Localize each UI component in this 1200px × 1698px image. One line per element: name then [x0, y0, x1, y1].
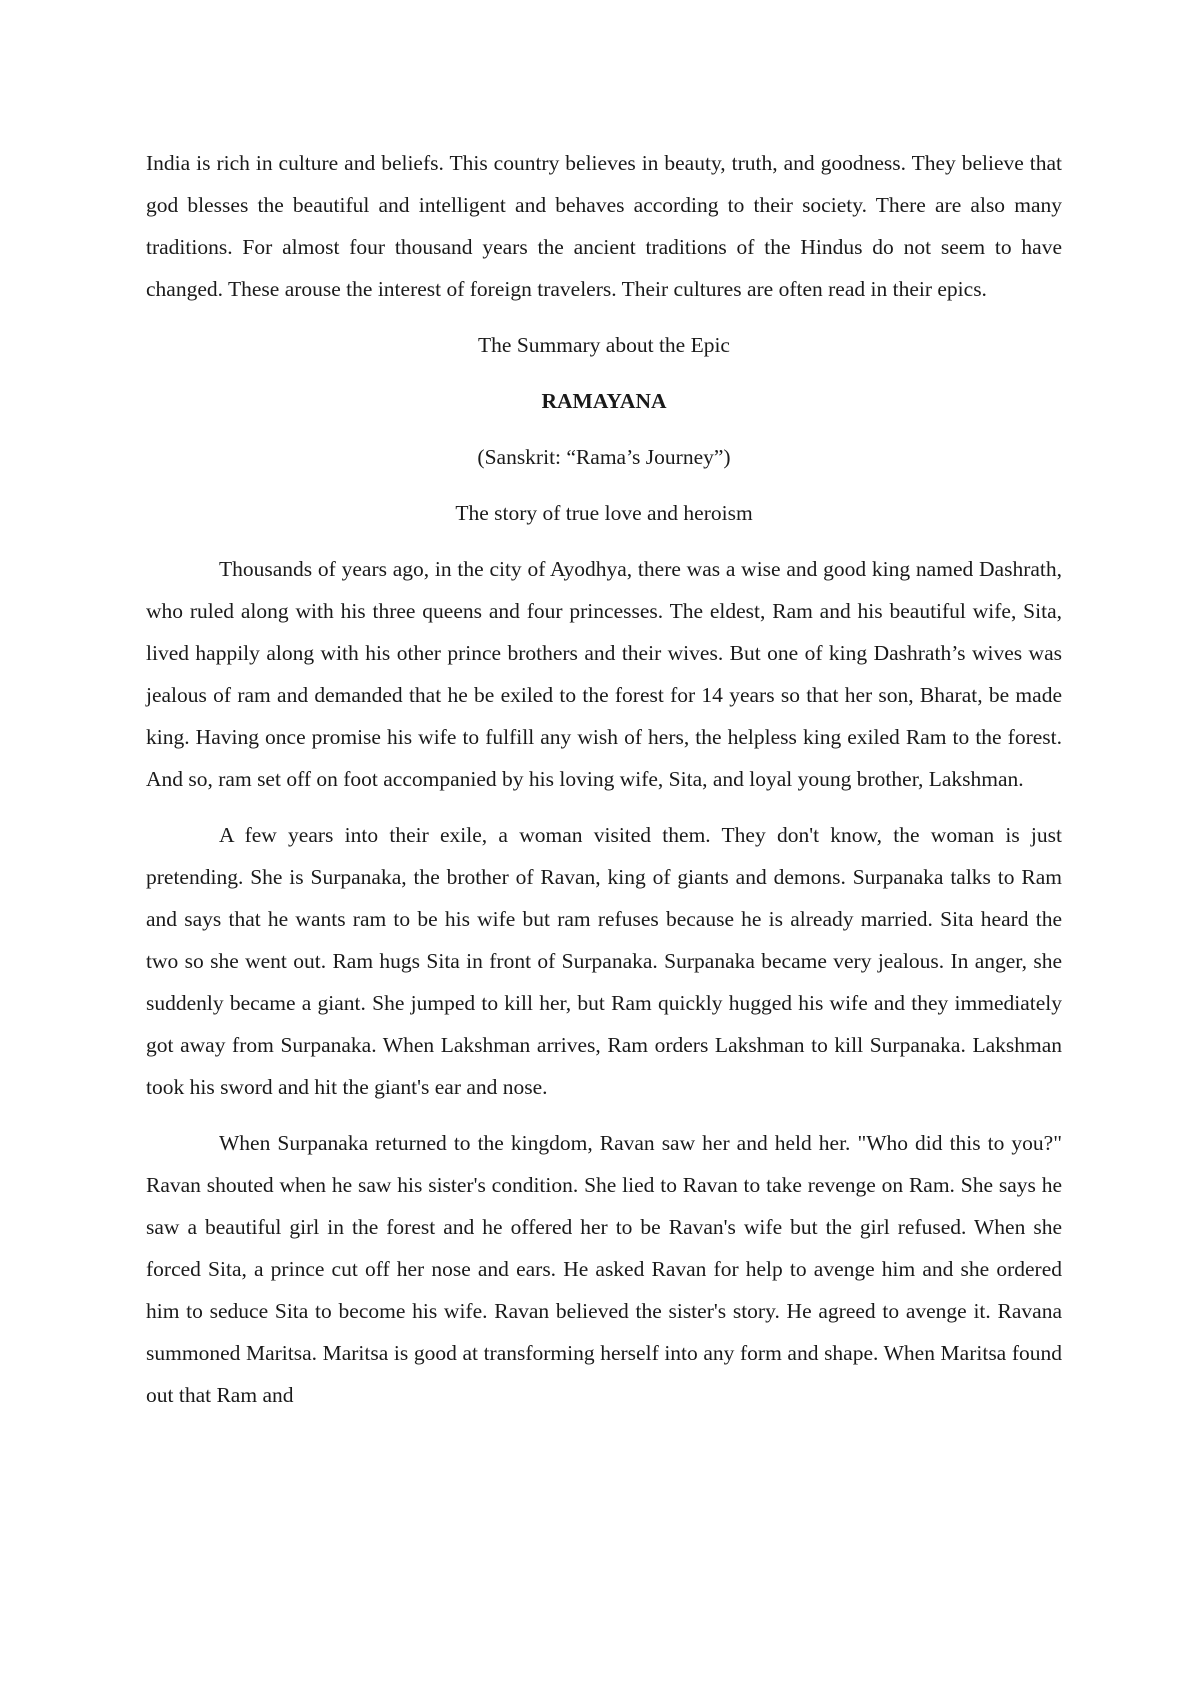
summary-heading: The Summary about the Epic	[478, 333, 730, 357]
story-paragraph: A few years into their exile, a woman visited them. They don't know, the woman is just pretending. She is Surpanaka, the brother of Ravan, king of giants and demons. Surpanaka talks to Ram and says that he wants ram to be his wife but ram refuses because he is already married. Sita heard the two so she went out. Ram hugs Sita in front of Surpanaka. Surpanaka became very jealous. In anger, she suddenly became a giant. She jumped to kill her, but Ram quickly hugged his wife and they immediately got away from Surpanaka. When Lakshman arrives, Ram orders Lakshman to kill Surpanaka. Lakshman took his sword and hit the giant's ear and nose.	[146, 823, 1062, 1099]
intro-paragraph: India is rich in culture and beliefs. This country believes in beauty, truth, and goodness. They believe that god blesses the beautiful and intelligent and behaves according to their society. There are also many traditions. For almost four thousand years the ancient traditions of the Hindus do not seem to have changed. These arouse the interest of foreign travelers. Their cultures are often read in their epics.	[146, 151, 1062, 301]
document-body	[146, 142, 1062, 1430]
tagline: The story of true love and heroism	[455, 501, 753, 525]
story-paragraph: When Surpanaka returned to the kingdom, Ravan saw her and held her. "Who did this to you?" Ravan shouted when he saw his sister's condition. She lied to Ravan to take revenge on Ram. She says he saw a beautiful girl in the forest and he offered her to be Ravan's wife but the girl refused. When she forced Sita, a prince cut off her nose and ears. He asked Ravan for help to avenge him and she ordered him to seduce Sita to become his wife. Ravan believed the sister's story. He agreed to avenge it. Ravana summoned Maritsa. Maritsa is good at transforming herself into any form and shape. When Maritsa found out that Ram and	[146, 1131, 1062, 1407]
subtitle-translation: (Sanskrit: “Rama’s Journey”)	[477, 445, 731, 469]
document-title: RAMAYANA	[541, 389, 667, 413]
story-paragraph: Thousands of years ago, in the city of Ayodhya, there was a wise and good king named Dashrath, who ruled along with his three queens and four princesses. The eldest, Ram and his beautiful wife, Sita, lived happily along with his other prince brothers and their wives. But one of king Dashrath’s wives was jealous of ram and demanded that he be exiled to the forest for 14 years so that her son, Bharat, be made king. Having once promise his wife to fulfill any wish of hers, the helpless king exiled Ram to the forest. And so, ram set off on foot accompanied by his loving wife, Sita, and loyal young brother, Lakshman.	[146, 557, 1062, 791]
